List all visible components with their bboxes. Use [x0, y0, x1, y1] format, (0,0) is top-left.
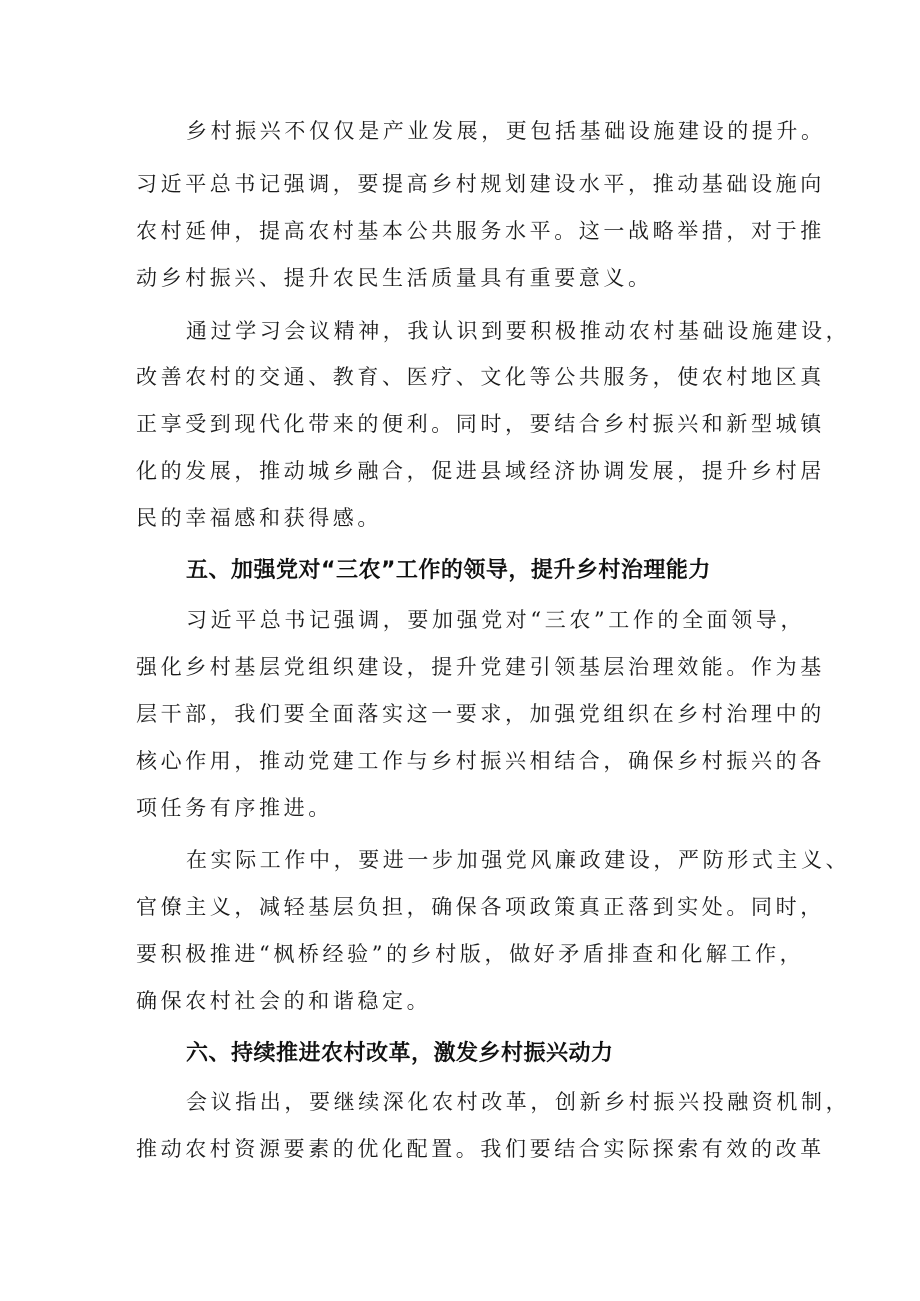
paragraph-5-line-1: 会议指出，要继续深化农村改革，创新乡村振兴投融资机制， — [186, 1090, 851, 1114]
section-heading-5: 五、加强党对“三农”工作的领导，提升乡村治理能力 — [186, 558, 711, 583]
paragraph-3-line-3: 层干部，我们要全面落实这一要求，加强党组织在乡村治理中的 — [136, 702, 825, 726]
section-heading-6: 六、持续推进农村改革，激发乡村振兴动力 — [186, 1041, 614, 1066]
paragraph-2-line-5: 民的幸福感和获得感。 — [136, 506, 382, 530]
paragraph-4-line-3: 要积极推进“枫桥经验”的乡村版，做好矛盾排查和化解工作， — [136, 942, 805, 966]
paragraph-3-line-2: 强化乡村基层党组织建设，提升党建引领基层治理效能。作为基 — [136, 655, 825, 679]
paragraph-4-line-4: 确保农村社会的和谐稳定。 — [136, 989, 432, 1013]
paragraph-3-line-5: 项任务有序推进。 — [136, 796, 333, 820]
paragraph-2-line-4: 化的发展，推动城乡融合，促进县域经济协调发展，提升乡村居 — [136, 459, 825, 483]
paragraph-3-line-1: 习近平总书记强调，要加强党对“三农”工作的全面领导， — [186, 608, 806, 632]
paragraph-2-line-3: 正享受到现代化带来的便利。同时，要结合乡村振兴和新型城镇 — [136, 412, 825, 436]
paragraph-1-line-2: 习近平总书记强调，要提高乡村规划建设水平，推动基础设施向 — [136, 172, 825, 196]
paragraph-1-line-3: 农村延伸，提高农村基本公共服务水平。这一战略举措，对于推 — [136, 219, 825, 243]
paragraph-4-line-2: 官僚主义，减轻基层负担，确保各项政策真正落到实处。同时， — [136, 895, 825, 919]
paragraph-5-line-2: 推动农村资源要素的优化配置。我们要结合实际探索有效的改革 — [136, 1137, 825, 1161]
paragraph-1-line-1: 乡村振兴不仅仅是产业发展，更包括基础设施建设的提升。 — [186, 119, 826, 143]
paragraph-3-line-4: 核心作用，推动党建工作与乡村振兴相结合，确保乡村振兴的各 — [136, 749, 825, 773]
paragraph-4-line-1: 在实际工作中，要进一步加强党风廉政建设，严防形式主义、 — [186, 848, 851, 872]
paragraph-2-line-1: 通过学习会议精神，我认识到要积极推动农村基础设施建设， — [186, 319, 851, 343]
paragraph-1-line-4: 动乡村振兴、提升农民生活质量具有重要意义。 — [136, 266, 653, 290]
paragraph-2-line-2: 改善农村的交通、教育、医疗、文化等公共服务，使农村地区真 — [136, 365, 825, 389]
